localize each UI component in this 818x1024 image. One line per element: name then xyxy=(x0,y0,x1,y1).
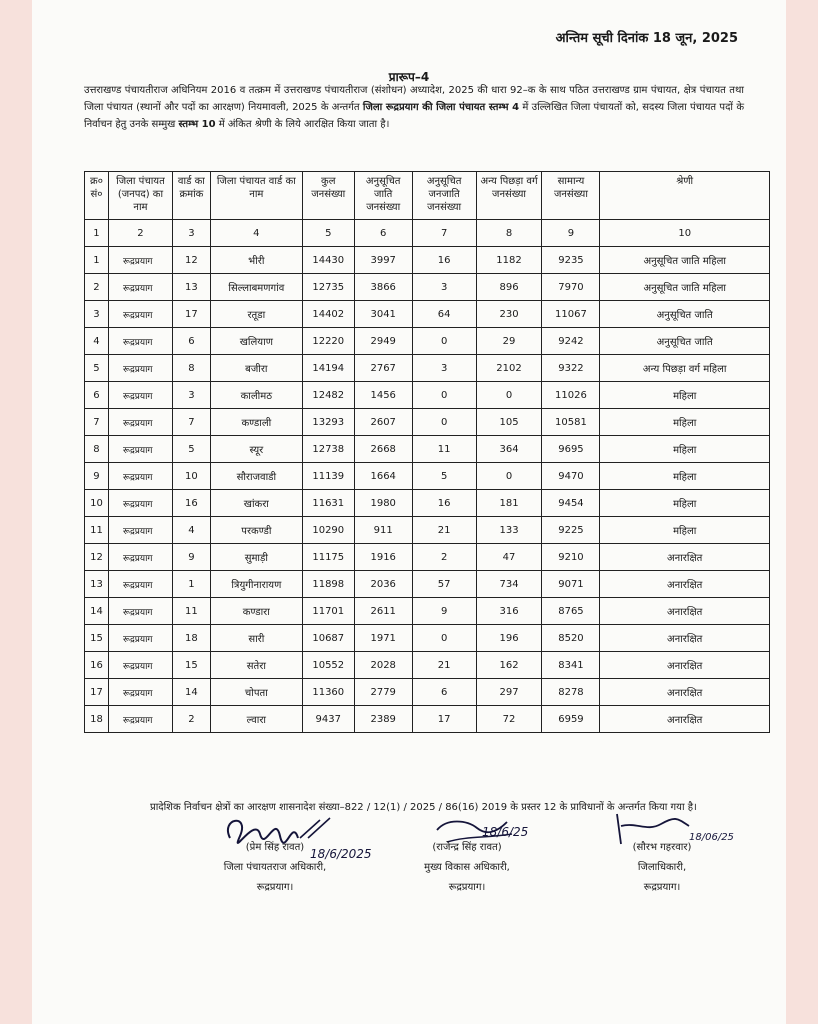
cell-serial: 3 xyxy=(85,301,109,328)
signatory-place: रूद्रप्रयाग। xyxy=(643,882,681,893)
cell-serial: 16 xyxy=(85,652,109,679)
cell-serial: 7 xyxy=(85,409,109,436)
cell-st-pop: 0 xyxy=(412,625,476,652)
table-row xyxy=(85,706,770,733)
header-sc-pop: अनुसूचित जाति जनसंख्या xyxy=(354,172,412,220)
cell-ward-name: सतेरा xyxy=(210,652,302,679)
cell-category: महिला xyxy=(600,517,770,544)
table-row xyxy=(85,247,770,274)
cell-obc-pop: 72 xyxy=(476,706,542,733)
cell-district: रूद्रप्रयाग xyxy=(108,382,172,409)
cell-total-pop: 14430 xyxy=(302,247,354,274)
cell-st-pop: 57 xyxy=(412,571,476,598)
cell-total-pop: 12738 xyxy=(302,436,354,463)
cell-ward-no: 14 xyxy=(172,679,210,706)
cell-ward-no: 1 xyxy=(172,571,210,598)
cell-category: अन्य पिछड़ा वर्ग महिला xyxy=(600,355,770,382)
table-row xyxy=(85,274,770,301)
cell-obc-pop: 2102 xyxy=(476,355,542,382)
signatory-name: (प्रेम सिंह रावत) xyxy=(245,842,305,853)
cell-district: रूद्रप्रयाग xyxy=(108,328,172,355)
cell-general-pop: 9235 xyxy=(542,247,600,274)
cell-st-pop: 5 xyxy=(412,463,476,490)
intro-part-1: उत्तराखण्ड पंचायतीराज अधिनियम 2016 व तत्क्रम में उत्तराखण्ड पंचायतीराज (संशोधन) अध्यादेश, 2025 की धारा 92–क के साथ पठित उत्तराखण्ड ग्राम पंचायत, क्षेत्र पंचायत तथा जिला पंचायत (स्थानों और पदों का आरक्षण) नियमावली, 2025 के अन्तर्गत xyxy=(84,85,744,113)
cell-category: महिला xyxy=(600,490,770,517)
header-district: जिला पंचायत (जनपद) का नाम xyxy=(108,172,172,220)
cell-st-pop: 21 xyxy=(412,652,476,679)
column-number: 4 xyxy=(210,220,302,247)
cell-general-pop: 9242 xyxy=(542,328,600,355)
cell-total-pop: 11175 xyxy=(302,544,354,571)
cell-ward-name: भीरी xyxy=(210,247,302,274)
signature-date: 18/6/2025 xyxy=(310,847,372,861)
header-category: श्रेणी xyxy=(600,172,770,220)
cell-st-pop: 2 xyxy=(412,544,476,571)
cell-category: महिला xyxy=(600,463,770,490)
cell-ward-name: परकण्डी xyxy=(210,517,302,544)
table-row xyxy=(85,652,770,679)
cell-st-pop: 11 xyxy=(412,436,476,463)
header-ward-no: वार्ड का क्रमांक xyxy=(172,172,210,220)
cell-sc-pop: 3041 xyxy=(354,301,412,328)
cell-st-pop: 9 xyxy=(412,598,476,625)
cell-district: रूद्रप्रयाग xyxy=(108,517,172,544)
cell-st-pop: 64 xyxy=(412,301,476,328)
cell-ward-name: सारी xyxy=(210,625,302,652)
cell-general-pop: 11026 xyxy=(542,382,600,409)
cell-total-pop: 11139 xyxy=(302,463,354,490)
cell-ward-name: कण्डारा xyxy=(210,598,302,625)
cell-general-pop: 9322 xyxy=(542,355,600,382)
cell-category: अनारक्षित xyxy=(600,625,770,652)
cell-obc-pop: 364 xyxy=(476,436,542,463)
column-number-row xyxy=(85,220,770,247)
cell-sc-pop: 1980 xyxy=(354,490,412,517)
cell-ward-no: 11 xyxy=(172,598,210,625)
table-row xyxy=(85,598,770,625)
cell-total-pop: 12482 xyxy=(302,382,354,409)
header-ward-name: जिला पंचायत वार्ड का नाम xyxy=(210,172,302,220)
intro-part-2: में उल्लिखित जिला पंचायतों को, सदस्य जिला पंचायत पदों के निर्वाचन हेतु उनके सम्मुख xyxy=(84,102,744,130)
cell-ward-no: 9 xyxy=(172,544,210,571)
cell-district: रूद्रप्रयाग xyxy=(108,679,172,706)
intro-bold-1: जिला रूद्रप्रयाग की जिला पंचायत स्तम्भ 4 xyxy=(362,102,520,113)
form-title: प्रारूप–4 xyxy=(388,70,430,84)
cell-total-pop: 11898 xyxy=(302,571,354,598)
cell-district: रूद्रप्रयाग xyxy=(108,652,172,679)
cell-ward-name: सिल्लाबमणगांव xyxy=(210,274,302,301)
cell-general-pop: 7970 xyxy=(542,274,600,301)
reservation-table xyxy=(84,171,770,733)
table-row xyxy=(85,463,770,490)
intro-bold-2: स्तम्भ 10 xyxy=(178,119,216,130)
cell-obc-pop: 47 xyxy=(476,544,542,571)
cell-ward-no: 4 xyxy=(172,517,210,544)
column-number: 1 xyxy=(85,220,109,247)
cell-general-pop: 8278 xyxy=(542,679,600,706)
cell-sc-pop: 2779 xyxy=(354,679,412,706)
cell-sc-pop: 2036 xyxy=(354,571,412,598)
header-total-pop: कुल जनसंख्या xyxy=(302,172,354,220)
cell-sc-pop: 3997 xyxy=(354,247,412,274)
signature-block-cdo xyxy=(377,808,557,898)
cell-serial: 12 xyxy=(85,544,109,571)
cell-general-pop: 8341 xyxy=(542,652,600,679)
cell-sc-pop: 2949 xyxy=(354,328,412,355)
cell-serial: 5 xyxy=(85,355,109,382)
cell-total-pop: 12220 xyxy=(302,328,354,355)
cell-sc-pop: 911 xyxy=(354,517,412,544)
signatory-name: (सौरभ गहरवार) xyxy=(632,842,692,853)
cell-ward-no: 18 xyxy=(172,625,210,652)
cell-district: रूद्रप्रयाग xyxy=(108,301,172,328)
cell-category: अनुसूचित जाति महिला xyxy=(600,247,770,274)
cell-ward-name: बजीरा xyxy=(210,355,302,382)
cell-st-pop: 6 xyxy=(412,679,476,706)
signatory-designation: मुख्य विकास अधिकारी, xyxy=(424,862,510,873)
cell-ward-no: 10 xyxy=(172,463,210,490)
table-row xyxy=(85,436,770,463)
table-row xyxy=(85,571,770,598)
cell-ward-name: चोपता xyxy=(210,679,302,706)
cell-district: रूद्रप्रयाग xyxy=(108,409,172,436)
cell-serial: 10 xyxy=(85,490,109,517)
cell-serial: 9 xyxy=(85,463,109,490)
cell-obc-pop: 230 xyxy=(476,301,542,328)
cell-total-pop: 10552 xyxy=(302,652,354,679)
column-number: 10 xyxy=(600,220,770,247)
cell-category: अनारक्षित xyxy=(600,706,770,733)
table-row xyxy=(85,301,770,328)
cell-ward-name: ल्वारा xyxy=(210,706,302,733)
cell-ward-name: त्रियुगीनारायण xyxy=(210,571,302,598)
cell-ward-no: 6 xyxy=(172,328,210,355)
cell-obc-pop: 181 xyxy=(476,490,542,517)
column-number: 6 xyxy=(354,220,412,247)
cell-sc-pop: 1664 xyxy=(354,463,412,490)
cell-general-pop: 9470 xyxy=(542,463,600,490)
cell-sc-pop: 2767 xyxy=(354,355,412,382)
cell-district: रूद्रप्रयाग xyxy=(108,598,172,625)
cell-obc-pop: 196 xyxy=(476,625,542,652)
signature-block-dpro xyxy=(180,808,370,898)
cell-serial: 15 xyxy=(85,625,109,652)
column-number: 8 xyxy=(476,220,542,247)
cell-obc-pop: 297 xyxy=(476,679,542,706)
cell-category: अनारक्षित xyxy=(600,598,770,625)
cell-serial: 11 xyxy=(85,517,109,544)
cell-ward-name: सुमाड़ी xyxy=(210,544,302,571)
signature-block-dm xyxy=(577,808,747,898)
cell-sc-pop: 1916 xyxy=(354,544,412,571)
reservation-footnote: प्रादेशिक निर्वाचन क्षेत्रों का आरक्षण शासनादेश संख्या–822 / 12(1) / 2025 / 86(16) 2019 के प्रस्तर 12 के प्राविधानों के अन्तर्गत किया गया है। xyxy=(150,802,697,813)
signature-date: 18/6/25 xyxy=(482,825,529,839)
signature-date: 18/06/25 xyxy=(689,832,734,843)
cell-total-pop: 10290 xyxy=(302,517,354,544)
cell-serial: 4 xyxy=(85,328,109,355)
cell-sc-pop: 2611 xyxy=(354,598,412,625)
cell-ward-no: 17 xyxy=(172,301,210,328)
table-row xyxy=(85,625,770,652)
intro-paragraph xyxy=(84,82,744,133)
signatory-place: रूद्रप्रयाग। xyxy=(256,882,294,893)
cell-ward-no: 13 xyxy=(172,274,210,301)
cell-district: रूद्रप्रयाग xyxy=(108,544,172,571)
cell-sc-pop: 2607 xyxy=(354,409,412,436)
cell-obc-pop: 316 xyxy=(476,598,542,625)
cell-ward-name: कालीमठ xyxy=(210,382,302,409)
cell-obc-pop: 162 xyxy=(476,652,542,679)
cell-sc-pop: 2389 xyxy=(354,706,412,733)
cell-serial: 8 xyxy=(85,436,109,463)
cell-ward-no: 8 xyxy=(172,355,210,382)
cell-serial: 1 xyxy=(85,247,109,274)
cell-ward-no: 12 xyxy=(172,247,210,274)
table-row xyxy=(85,679,770,706)
cell-general-pop: 9695 xyxy=(542,436,600,463)
cell-category: अनुसूचित जाति xyxy=(600,328,770,355)
cell-serial: 14 xyxy=(85,598,109,625)
cell-district: रूद्रप्रयाग xyxy=(108,247,172,274)
column-number: 9 xyxy=(542,220,600,247)
cell-category: अनुसूचित जाति xyxy=(600,301,770,328)
cell-sc-pop: 1971 xyxy=(354,625,412,652)
table-row xyxy=(85,355,770,382)
cell-category: महिला xyxy=(600,409,770,436)
cell-category: महिला xyxy=(600,382,770,409)
header-st-pop: अनुसूचित जनजाति जनसंख्या xyxy=(412,172,476,220)
cell-ward-name: खांकरा xyxy=(210,490,302,517)
cell-total-pop: 11360 xyxy=(302,679,354,706)
cell-ward-no: 2 xyxy=(172,706,210,733)
document-page xyxy=(32,0,786,1024)
cell-serial: 13 xyxy=(85,571,109,598)
cell-district: रूद्रप्रयाग xyxy=(108,463,172,490)
cell-obc-pop: 0 xyxy=(476,382,542,409)
cell-st-pop: 16 xyxy=(412,490,476,517)
cell-sc-pop: 2668 xyxy=(354,436,412,463)
table-row xyxy=(85,544,770,571)
cell-st-pop: 16 xyxy=(412,247,476,274)
cell-obc-pop: 734 xyxy=(476,571,542,598)
table-row xyxy=(85,409,770,436)
cell-obc-pop: 105 xyxy=(476,409,542,436)
cell-category: अनारक्षित xyxy=(600,571,770,598)
cell-district: रूद्रप्रयाग xyxy=(108,436,172,463)
cell-ward-name: सौराजवाडी xyxy=(210,463,302,490)
column-number: 5 xyxy=(302,220,354,247)
cell-district: रूद्रप्रयाग xyxy=(108,706,172,733)
cell-category: अनारक्षित xyxy=(600,652,770,679)
cell-category: अनारक्षित xyxy=(600,544,770,571)
signatory-designation: जिला पंचायतराज अधिकारी, xyxy=(223,862,327,873)
cell-sc-pop: 2028 xyxy=(354,652,412,679)
cell-st-pop: 17 xyxy=(412,706,476,733)
intro-part-3: में अंकित श्रेणी के लिये आरक्षित किया जाता है। xyxy=(215,119,390,130)
cell-obc-pop: 29 xyxy=(476,328,542,355)
table-row xyxy=(85,382,770,409)
cell-ward-name: कण्डाली xyxy=(210,409,302,436)
final-list-date: अन्तिम सूची दिनांक 18 जून, 2025 xyxy=(555,31,738,46)
cell-total-pop: 14194 xyxy=(302,355,354,382)
cell-ward-name: खलियाण xyxy=(210,328,302,355)
cell-general-pop: 8520 xyxy=(542,625,600,652)
column-number: 2 xyxy=(108,220,172,247)
cell-total-pop: 12735 xyxy=(302,274,354,301)
header-general-pop: सामान्य जनसंख्या xyxy=(542,172,600,220)
cell-obc-pop: 133 xyxy=(476,517,542,544)
cell-general-pop: 9210 xyxy=(542,544,600,571)
table-header-row xyxy=(85,172,770,220)
signatory-name: (राजेन्द्र सिंह रावत) xyxy=(432,842,502,853)
cell-serial: 18 xyxy=(85,706,109,733)
cell-district: रूद्रप्रयाग xyxy=(108,625,172,652)
cell-total-pop: 11701 xyxy=(302,598,354,625)
signatory-designation: जिलाधिकारी, xyxy=(637,862,687,873)
cell-ward-no: 15 xyxy=(172,652,210,679)
header-obc-pop: अन्य पिछड़ा वर्ग जनसंख्या xyxy=(476,172,542,220)
cell-ward-no: 3 xyxy=(172,382,210,409)
cell-category: अनुसूचित जाति महिला xyxy=(600,274,770,301)
cell-total-pop: 9437 xyxy=(302,706,354,733)
cell-total-pop: 13293 xyxy=(302,409,354,436)
cell-st-pop: 21 xyxy=(412,517,476,544)
cell-general-pop: 9071 xyxy=(542,571,600,598)
cell-ward-name: स्यूर xyxy=(210,436,302,463)
cell-serial: 6 xyxy=(85,382,109,409)
cell-general-pop: 8765 xyxy=(542,598,600,625)
table-row xyxy=(85,517,770,544)
cell-st-pop: 3 xyxy=(412,355,476,382)
cell-district: रूद्रप्रयाग xyxy=(108,490,172,517)
table-row xyxy=(85,328,770,355)
cell-st-pop: 0 xyxy=(412,382,476,409)
cell-general-pop: 10581 xyxy=(542,409,600,436)
cell-obc-pop: 0 xyxy=(476,463,542,490)
column-number: 3 xyxy=(172,220,210,247)
column-number: 7 xyxy=(412,220,476,247)
cell-ward-name: रतूडा xyxy=(210,301,302,328)
cell-district: रूद्रप्रयाग xyxy=(108,571,172,598)
cell-total-pop: 11631 xyxy=(302,490,354,517)
cell-category: महिला xyxy=(600,436,770,463)
cell-st-pop: 3 xyxy=(412,274,476,301)
cell-general-pop: 11067 xyxy=(542,301,600,328)
cell-st-pop: 0 xyxy=(412,328,476,355)
cell-district: रूद्रप्रयाग xyxy=(108,274,172,301)
cell-obc-pop: 1182 xyxy=(476,247,542,274)
cell-total-pop: 14402 xyxy=(302,301,354,328)
cell-general-pop: 9454 xyxy=(542,490,600,517)
cell-serial: 17 xyxy=(85,679,109,706)
cell-serial: 2 xyxy=(85,274,109,301)
cell-ward-no: 5 xyxy=(172,436,210,463)
cell-ward-no: 16 xyxy=(172,490,210,517)
cell-sc-pop: 1456 xyxy=(354,382,412,409)
header-serial: क्र० सं० xyxy=(85,172,109,220)
cell-district: रूद्रप्रयाग xyxy=(108,355,172,382)
signatory-place: रूद्रप्रयाग। xyxy=(448,882,486,893)
cell-sc-pop: 3866 xyxy=(354,274,412,301)
cell-ward-no: 7 xyxy=(172,409,210,436)
cell-category: अनारक्षित xyxy=(600,679,770,706)
cell-total-pop: 10687 xyxy=(302,625,354,652)
cell-obc-pop: 896 xyxy=(476,274,542,301)
cell-st-pop: 0 xyxy=(412,409,476,436)
cell-general-pop: 6959 xyxy=(542,706,600,733)
cell-general-pop: 9225 xyxy=(542,517,600,544)
table-row xyxy=(85,490,770,517)
